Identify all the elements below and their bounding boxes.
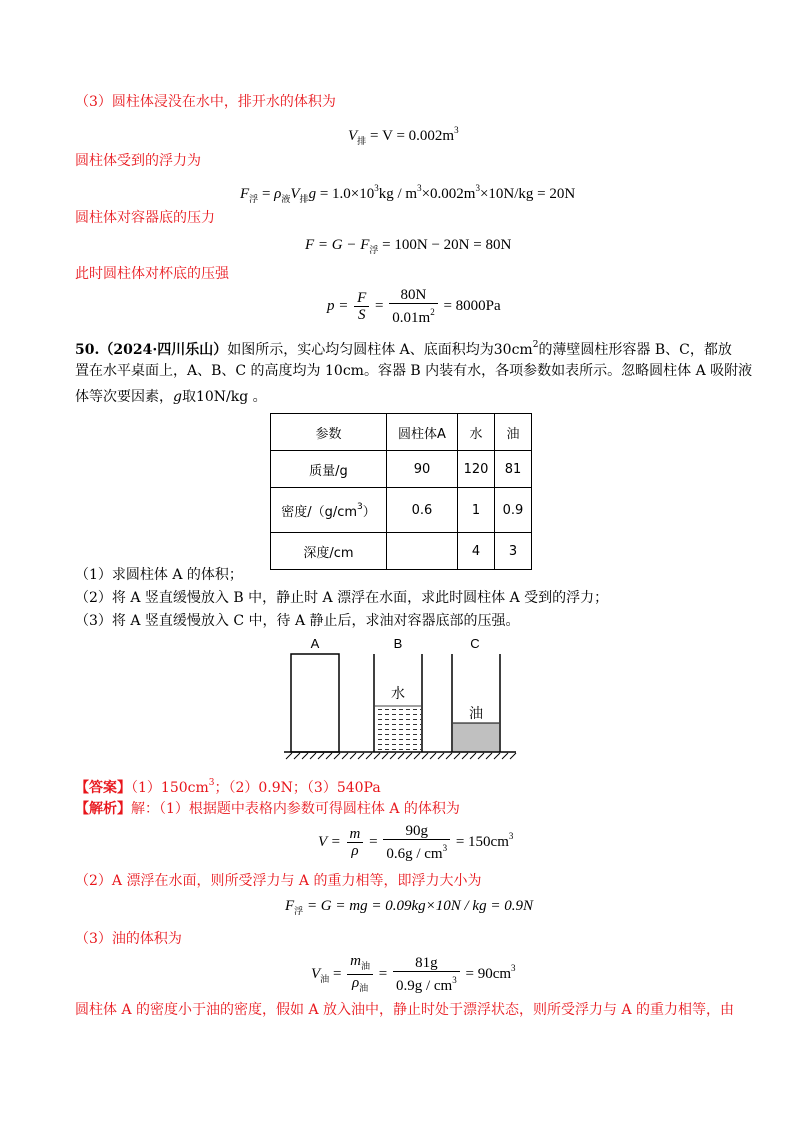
table-row [271,451,532,488]
water-label: 水 [391,686,405,702]
label-c: C [470,636,480,651]
part3-intro: （3）圆柱体浸没在水中，排开水的体积为 [75,94,336,110]
table-header: 参数 [271,414,387,451]
buoyancy-label: 圆柱体受到的浮力为 [75,153,201,169]
analysis-intro: 【解析】解：（1）根据题中表格内参数可得圆柱体 A 的体积为 [75,801,460,817]
container-b [374,654,422,752]
table-cell: 81 [495,451,532,488]
answer-line: 【答案】$(1)150cm^3$；（2）0.9N；（3）540Pa [75,778,381,796]
equation-pressure-force: $F = G - F_浮 = 100N - 20N = 80N$ [305,237,512,255]
table-cell: 0.6 [387,488,458,533]
question-1: （1）求圆柱体 A 的体积； [75,567,243,583]
cylinder-a [291,654,339,752]
pressure-label: 此时圆柱体对杯底的压强 [75,266,229,282]
oil-label: 油 [469,706,483,722]
problem-number: 50. [75,342,100,358]
analysis-line-3: （3）油的体积为 [75,931,182,947]
equation-displaced-volume: $V_排 = V = 0.002m^3$ [348,125,459,146]
table-cell: 深度/cm [271,533,387,570]
table-cell [387,533,458,570]
oil-fill [453,723,499,752]
equation-oil-volume: $V_油$ = $\frac{m_油}{\rho_油}$ = $\frac{81g}{0.9g / cm^3}$ = $90cm^3$ [311,953,516,994]
answer-tag: 【答案】 [75,780,131,796]
question-2: （2）将 A 竖直缓慢放入 B 中，静止时 A 漂浮在水面，求此时圆柱体 A 受到的浮力； [75,590,609,606]
table-cell: 120 [458,451,495,488]
question-3: （3）将 A 竖直缓慢放入 C 中，待 A 静止后，求油对容器底部的压强。 [75,613,520,629]
pressure-force-label: 圆柱体对容器底的压力 [75,210,215,226]
equation-pressure: p = $\frac{F}{S}$ = $\frac{80N}{0.01m^2}$ = 8000Pa [327,287,501,326]
table-header: 油 [495,414,532,451]
problem-line-3: 体等次要因素，g取10N/kg 。 [75,389,267,405]
containers-figure [280,632,520,760]
label-b: B [393,636,403,651]
parameters-table [270,413,532,570]
table-header: 圆柱体A [387,414,458,451]
analysis-line-2: （2）A 漂浮在水面，则所受浮力与 A 的重力相等，即浮力大小为 [75,873,482,889]
analysis-tag: 【解析】 [75,801,131,817]
water-fill [375,706,421,752]
ground-hatch [286,753,516,759]
table-cell: 3 [495,533,532,570]
table-cell: 90 [387,451,458,488]
equation-volume-a: V = $\frac{m}{\rho}$ = $\frac{90g}{0.6g / cm^3}$ = $150cm^3$ [318,823,514,862]
equation-buoyancy-a: $F_浮 = G$ = mg = 0.09kg×10N / kg = 0.9N [285,898,533,916]
table-cell: 4 [458,533,495,570]
table-row [271,533,532,570]
table-cell: 1 [458,488,495,533]
problem-line-1: 50.（2024·四川乐山）如图所示，实心均匀圆柱体 A、底面积均为$30cm^2$的薄壁圆柱形容器 B、C，都放 [75,340,732,358]
container-c [452,654,500,752]
analysis-line-4: 圆柱体 A 的密度小于油的密度，假如 A 放入油中，静止时处于漂浮状态，则所受浮力与 A 的重力相等，由 [75,1002,735,1018]
problem-source: （2024·四川乐山） [99,342,228,358]
table-row [271,488,532,533]
table-cell: 0.9 [495,488,532,533]
table-cell: 质量/g [271,451,387,488]
label-a: A [310,636,320,651]
table-header: 水 [458,414,495,451]
table-header-row [271,414,532,451]
problem-line-2: 置在水平桌面上，A、B、C 的高度均为 10cm。容器 B 内装有水，各项参数如表所示。忽略圆柱体 A 吸附液 [75,363,753,379]
equation-buoyancy: $F_浮 = \rho_液V_排g = 1.0\times 10^3kg / m^3\times 0.002m^3\times 10N/kg = 20N$ [240,183,576,204]
table-cell: 密度$/(g/cm^3)$ [271,488,387,533]
